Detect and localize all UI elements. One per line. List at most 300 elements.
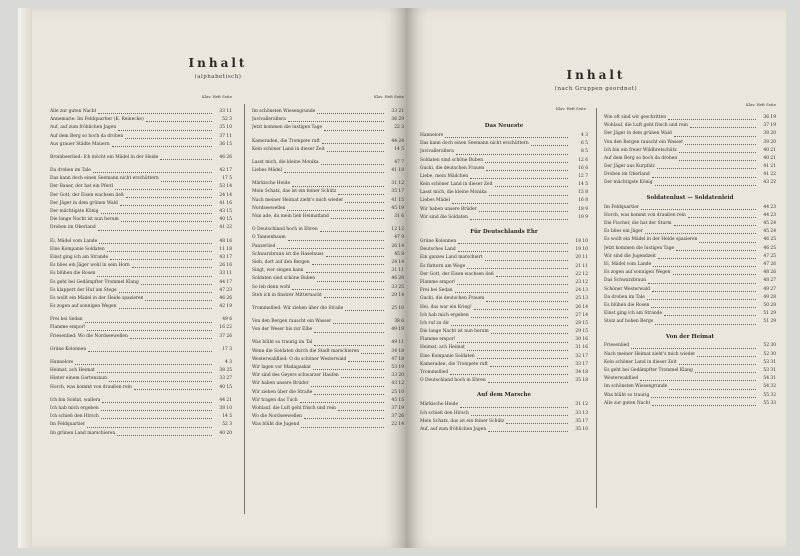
dot-leader (145, 300, 212, 301)
toc-entry (252, 348, 404, 356)
toc-entry (50, 246, 232, 254)
page-numbers: 46 25 (763, 245, 776, 251)
page-numbers: 48 27 (763, 278, 776, 284)
page-numbers: 30 16 (575, 337, 588, 343)
toc-entry (420, 426, 588, 434)
page-numbers: 18 9 (578, 206, 588, 212)
toc-entry (604, 228, 776, 236)
page-numbers: 19 10 (575, 247, 588, 253)
song-title: Im schönsten Wiesengrunde (252, 108, 316, 114)
song-title: Da droben im Tale (604, 294, 645, 300)
song-title: Der Gott, der Eisen wachsen ließ (50, 192, 124, 198)
page-numbers: 37 26 (219, 333, 232, 339)
dot-leader (120, 205, 212, 206)
dot-leader (121, 221, 212, 222)
song-title: Panzerlied (252, 243, 276, 249)
song-title: Das Schwarzbraun (604, 278, 647, 284)
song-title: Sieh, dort auf den Bergen (252, 259, 310, 265)
song-title: Jetzt kommen die lustigen Tage (604, 245, 675, 251)
toc-entry (50, 154, 232, 162)
toc-entry (420, 181, 588, 189)
toc-entry (420, 369, 588, 377)
dot-leader (471, 415, 568, 416)
dot-leader (479, 211, 568, 212)
dot-leader (652, 405, 756, 406)
song-title: Hei, das war ein Krieg! (420, 304, 472, 310)
page-numbers: 43 15 (219, 209, 232, 215)
toc-entry (420, 312, 588, 320)
song-title: Was blüht so traurig im Tal (252, 340, 313, 346)
toc-entry (604, 400, 776, 408)
page-numbers: 29 15 (575, 329, 588, 335)
page-numbers: 8 5 (581, 149, 588, 155)
toc-entry (604, 310, 776, 318)
dot-leader (134, 389, 212, 390)
song-title: Auf dem Berg so hoch da droben (50, 133, 124, 139)
dot-leader (292, 289, 384, 290)
page-numbers: 52 3 (222, 117, 232, 123)
song-title: Frei bei Sedan (420, 288, 453, 294)
song-title: Eine Kompanie Soldaten (420, 353, 475, 359)
song-title: Wohlauf, die Luft geht frisch und rein (604, 123, 688, 129)
toc-entry (50, 359, 232, 367)
page-numbers: 21 11 (575, 263, 588, 269)
song-title: Märkische Heide (252, 181, 291, 187)
page-numbers: 55 33 (763, 400, 776, 406)
song-title: Wir ziehen über die Straße (252, 389, 313, 395)
page-numbers: 23 12 (575, 279, 588, 285)
toc-entry (604, 392, 776, 400)
toc-entry (252, 380, 404, 388)
song-title: Horch, was kommt von draußen rein (604, 212, 686, 218)
dot-leader (301, 427, 384, 428)
dot-leader (119, 308, 213, 309)
page-numbers: 4 3 (225, 360, 232, 366)
toc-entry (604, 318, 776, 326)
song-title: Wo die Nordseewellen (252, 414, 302, 420)
right-page-title: Inhalt (566, 68, 626, 82)
page-numbers: 48 16 (219, 238, 232, 244)
dot-leader (477, 358, 568, 359)
page-numbers: 44 17 (219, 279, 232, 285)
toc-entry (604, 269, 776, 277)
page-numbers: 43 22 (763, 180, 776, 186)
dot-leader (313, 369, 384, 370)
dot-leader (333, 323, 384, 324)
page-numbers: 41 22 (219, 225, 232, 231)
toc-entry (420, 345, 588, 353)
column-divider (244, 104, 245, 514)
dot-leader (490, 366, 568, 367)
dot-leader (321, 164, 384, 165)
page-numbers: 37 11 (219, 133, 232, 139)
song-title: Wir sind die Jugendzeit (604, 253, 656, 259)
song-title: Juvivallerallera (252, 117, 286, 123)
toc-entry (604, 171, 776, 179)
page-numbers: 27 14 (575, 312, 588, 318)
page-numbers: 31 12 (575, 402, 588, 408)
song-title: Aus grauer Städte Mauern (50, 141, 110, 147)
toc-entry (604, 359, 776, 367)
song-title: Wir lagen vor Madagaskar (252, 365, 312, 371)
dot-leader (348, 361, 384, 362)
song-title: Es blies ein Jäger (604, 229, 643, 235)
toc-entry (604, 147, 776, 155)
toc-entry (252, 405, 404, 413)
left-page-subtitle: (alphabetisch) (194, 74, 242, 80)
song-title: Flamme empor! (50, 325, 86, 331)
toc-entry (420, 320, 588, 328)
page-numbers: 45 15 (391, 397, 404, 403)
toc-entry (50, 108, 232, 116)
page-numbers: 35 10 (219, 125, 232, 131)
dot-leader (119, 292, 212, 293)
dot-leader (300, 402, 384, 403)
page-numbers: 26 14 (575, 304, 588, 310)
song-title: Wir sind die Soldaten (420, 214, 468, 220)
song-title: So leb denn wohl (252, 284, 291, 290)
page-numbers: 51 29 (763, 311, 776, 317)
toc-entry (50, 141, 232, 149)
page-numbers: 33 20 (391, 373, 404, 379)
page-numbers: 14 5 (394, 146, 404, 152)
song-title: Wir sind des Geyers schwarzer Haufen (252, 373, 339, 379)
toc-entry (252, 213, 404, 221)
song-title: Es zogen auf sonnigen Wegen (50, 304, 117, 310)
song-title: Auf, auf zum fröhlichen Jagen (420, 426, 487, 432)
right-col2-header: Klav. Heft Seite (746, 102, 776, 107)
dot-leader (657, 168, 756, 169)
dot-leader (93, 172, 212, 173)
toc-entry (604, 236, 776, 244)
toc-entry (604, 351, 776, 359)
page-numbers: 47 25 (763, 253, 776, 259)
page-numbers: 41 22 (763, 172, 776, 178)
dot-leader (320, 231, 384, 232)
dot-leader (327, 151, 384, 152)
toc-entry (420, 132, 588, 140)
dot-leader (109, 381, 212, 382)
dot-leader (161, 181, 212, 182)
page-numbers: 28 15 (575, 320, 588, 326)
song-title: Ich ruf zu dir (420, 320, 450, 326)
page-numbers: 24 14 (391, 259, 404, 265)
song-title: Westerwaldlied (604, 376, 639, 382)
toc-entry (252, 364, 404, 372)
dot-leader (85, 322, 212, 323)
dot-leader (651, 307, 756, 308)
right-page (406, 8, 786, 548)
page-numbers: 22 12 (575, 271, 588, 277)
page-numbers: 38 20 (763, 131, 776, 137)
dot-leader (130, 338, 212, 339)
song-title: Das kann doch einen Seemann nicht erschüttern (50, 176, 159, 182)
toc-entry (252, 421, 404, 429)
song-title: Flamme empor! (420, 337, 456, 343)
song-title: Es blies ein Jäger wohl in sein Horn (50, 263, 130, 269)
page-numbers: 53 31 (763, 368, 776, 374)
toc-entry (604, 180, 776, 188)
dot-leader (506, 423, 568, 424)
song-title: Von den Bergen rauscht ein Wasser (252, 319, 332, 325)
dot-leader (457, 342, 568, 343)
dot-leader (488, 431, 568, 432)
toc-entry (420, 198, 588, 206)
song-title: Einst ging ich am Strande (50, 254, 109, 260)
toc-entry (420, 214, 588, 222)
dot-leader (695, 372, 756, 373)
toc-entry (604, 253, 776, 261)
song-title: Hannelore (420, 132, 444, 138)
dot-leader (653, 266, 756, 267)
song-title: Im schönsten Wiesengrunde (604, 384, 668, 390)
dot-leader (679, 364, 756, 365)
right-col1-header: Klav. Heft Seite (556, 106, 586, 111)
dot-leader (345, 202, 384, 203)
song-title: Der Bauer, der hat ein Pferd (50, 184, 114, 190)
page-numbers: 53 14 (219, 184, 232, 190)
page-numbers: 41 21 (763, 164, 776, 170)
song-title: Der mächtigste König (50, 209, 99, 215)
page-numbers: 52 3 (222, 422, 232, 428)
page-numbers: 39 20 (763, 139, 776, 145)
song-title: Wohlauf, die Luft geht frisch und rein (252, 405, 336, 411)
toc-entry (252, 397, 404, 405)
toc-entry (50, 287, 232, 295)
song-title: Es geht bei Gedämpfter Trommel Klang (50, 279, 139, 285)
dot-leader (674, 225, 757, 226)
toc-entry (604, 367, 776, 375)
page-numbers: 33 27 (219, 376, 232, 382)
dot-leader (292, 186, 384, 187)
toc-entry (50, 375, 232, 383)
page-numbers: 36 19 (763, 114, 776, 120)
dot-leader (101, 410, 212, 411)
dot-leader (531, 145, 568, 146)
toc-entry (50, 254, 232, 262)
toc-entry (252, 326, 404, 334)
song-title: Brombeerlied: Ich möcht ein Mädel in der Heide (50, 154, 159, 160)
toc-entry (420, 401, 588, 409)
dot-leader (676, 250, 756, 251)
song-title: Stolz auf hohen Berge (604, 319, 654, 325)
song-title: Schwarzbraun ist die Haselnuss (252, 251, 324, 257)
page-numbers: 6 5 (581, 141, 588, 147)
toc-entry (420, 328, 588, 336)
page-numbers: 52 30 (763, 343, 776, 349)
page-numbers: 37 19 (763, 123, 776, 129)
page-numbers: 52 30 (763, 351, 776, 357)
song-title: Der Jäger in dem grünen Wald (50, 200, 118, 206)
page-numbers: 22 14 (391, 422, 404, 428)
dot-leader (450, 374, 568, 375)
toc-entry (50, 133, 232, 141)
song-title: Liebes Mädel (420, 198, 450, 204)
song-title: Im Feldquartier (50, 422, 86, 428)
dot-leader (496, 276, 568, 277)
page-numbers: 26 14 (391, 243, 404, 249)
toc-entry (50, 167, 232, 175)
page-numbers: 14 5 (578, 182, 588, 188)
song-title: Frei bei Sedan (50, 317, 83, 323)
song-title: O Deutschland hoch in Ehren (420, 378, 486, 384)
dot-leader (322, 143, 384, 144)
toc-entry (604, 383, 776, 391)
left-page-title: Inhalt (188, 56, 248, 70)
page-numbers: 29 14 (391, 292, 404, 298)
toc-entry (252, 189, 404, 197)
page-numbers: 34 18 (391, 348, 404, 354)
page-numbers: 32 17 (575, 353, 588, 359)
page-numbers: 17 5 (222, 176, 232, 182)
dot-leader (651, 397, 756, 398)
dot-leader (460, 407, 568, 408)
dot-leader (679, 160, 756, 161)
toc-entry (50, 216, 232, 224)
left-col2-list (252, 108, 404, 430)
page-numbers: 45 24 (763, 221, 776, 227)
page-numbers: 53 19 (391, 365, 404, 371)
page-numbers: 40 15 (219, 217, 232, 223)
toc-entry (420, 418, 588, 426)
dot-leader (288, 240, 384, 241)
dot-leader (491, 333, 568, 334)
page-numbers: 25 10 (391, 389, 404, 395)
dot-leader (288, 121, 384, 122)
song-title: Kameraden, die Trompete ruft (420, 361, 488, 367)
dot-leader (324, 297, 384, 298)
dot-leader (284, 172, 384, 173)
left-col1-list (50, 108, 232, 438)
page-numbers: 35 10 (575, 426, 588, 432)
dot-leader (673, 274, 757, 275)
page-numbers: 38 10 (219, 405, 232, 411)
song-title: Es blühen die Rosen (50, 271, 96, 277)
song-title: Was blüht so traurig (604, 392, 650, 398)
toc-entry (252, 108, 404, 116)
song-title: Nach meiner Heimat zieht's mich wieder (604, 351, 696, 357)
page-numbers: 41 15 (391, 197, 404, 203)
toc-entry (50, 262, 232, 270)
song-title: Kein schöner Land in dieser Zeit (252, 146, 325, 152)
dot-leader (699, 242, 756, 243)
toc-entry (420, 148, 588, 156)
toc-entry (420, 206, 588, 214)
page-numbers: 20 11 (575, 255, 588, 261)
song-title: Mein Schatz, das ist ein feiner Schütz (252, 189, 337, 195)
dot-leader (102, 402, 212, 403)
dot-leader (457, 284, 568, 285)
song-title: O Deutschland hoch in Ehren (252, 227, 318, 233)
page-numbers: 45 8 (394, 251, 404, 257)
song-title: Der mächtigste König (604, 180, 653, 186)
dot-leader (361, 353, 384, 354)
song-title: Grüne Kolonnen (50, 346, 87, 352)
dot-leader (486, 301, 568, 302)
dot-leader (495, 186, 568, 187)
toc-entry (420, 189, 588, 197)
toc-entry (420, 287, 588, 295)
page-numbers: 35 18 (575, 378, 588, 384)
song-title: Annemarie: Im Feldquartier (K. Reinecke) (50, 117, 144, 123)
dot-leader (287, 210, 384, 211)
dot-leader (112, 146, 212, 147)
song-title: Steh ich in finstrer Mitternacht (252, 292, 322, 298)
dot-leader (132, 267, 212, 268)
toc-entry (50, 346, 232, 354)
song-title: Da droben im Tale (50, 168, 91, 174)
toc-entry (604, 155, 776, 163)
page-numbers: 33 13 (575, 410, 588, 416)
toc-entry (604, 139, 776, 147)
song-title: Ei, Mädel vom Lande (50, 238, 98, 244)
song-title: Alle zur guten Nacht (50, 108, 97, 114)
toc-entry (420, 336, 588, 344)
dot-leader (456, 154, 568, 155)
page-numbers: 46 26 (219, 154, 232, 160)
page-numbers: 46 26 (219, 295, 232, 301)
page-numbers: 16 22 (219, 325, 232, 331)
section-heading: Auf dem Marsche (476, 392, 532, 399)
song-title: Im grünen Land marschieren (50, 430, 116, 436)
toc-entry (604, 294, 776, 302)
song-title: Alle zur guten Nacht (604, 400, 651, 406)
song-title: Singt, wer singen kann (252, 268, 304, 274)
dot-leader (311, 386, 384, 387)
song-title: Ich schieß den Hirsch (420, 410, 469, 416)
page-numbers: 33 17 (575, 361, 588, 367)
song-title: Ein ganzes Land marschiert (420, 255, 483, 261)
song-title: Soldaten sind schöne Buben (252, 276, 316, 282)
toc-entry (50, 238, 232, 246)
toc-entry (252, 372, 404, 380)
toc-entry (252, 251, 404, 259)
song-title: Horch, was kommt von draußen rein (50, 384, 132, 390)
song-title: Jetzt kommen die lustigen Tage (252, 125, 323, 131)
song-title: Märkische Heide (420, 402, 459, 408)
song-title: Grüne Kolonnen (420, 239, 457, 245)
dot-leader (88, 351, 212, 352)
page-numbers: 51 29 (763, 319, 776, 325)
toc-entry (420, 246, 588, 254)
song-title: Ich bin Soldat, wallera (50, 397, 101, 403)
dot-leader (97, 372, 212, 373)
page-numbers: 44 23 (763, 212, 776, 218)
page-numbers: 36 29 (391, 117, 404, 123)
page-numbers: 25 13 (575, 296, 588, 302)
song-title: Lasst mich, die kleine Monika (420, 190, 487, 196)
page-numbers: 19 9 (578, 214, 588, 220)
toc-entry (252, 197, 404, 205)
toc-entry (604, 130, 776, 138)
dot-leader (99, 243, 212, 244)
toc-entry (252, 356, 404, 364)
toc-entry (252, 205, 404, 213)
song-title: Friesenlied (604, 343, 630, 349)
section-heading: Das Neueste (484, 123, 524, 129)
song-title: Es zogen auf sonnigen Wegen (604, 270, 671, 276)
toc-entry (252, 146, 404, 154)
dot-leader (467, 350, 568, 351)
dot-leader (101, 418, 212, 419)
dot-leader (317, 113, 384, 114)
dot-leader (125, 138, 212, 139)
left-page (18, 8, 406, 548)
toc-entry (252, 226, 404, 234)
page-numbers: 49 28 (763, 294, 776, 300)
dot-leader (304, 418, 384, 419)
song-title: Ich hab mich ergeben (420, 312, 469, 318)
